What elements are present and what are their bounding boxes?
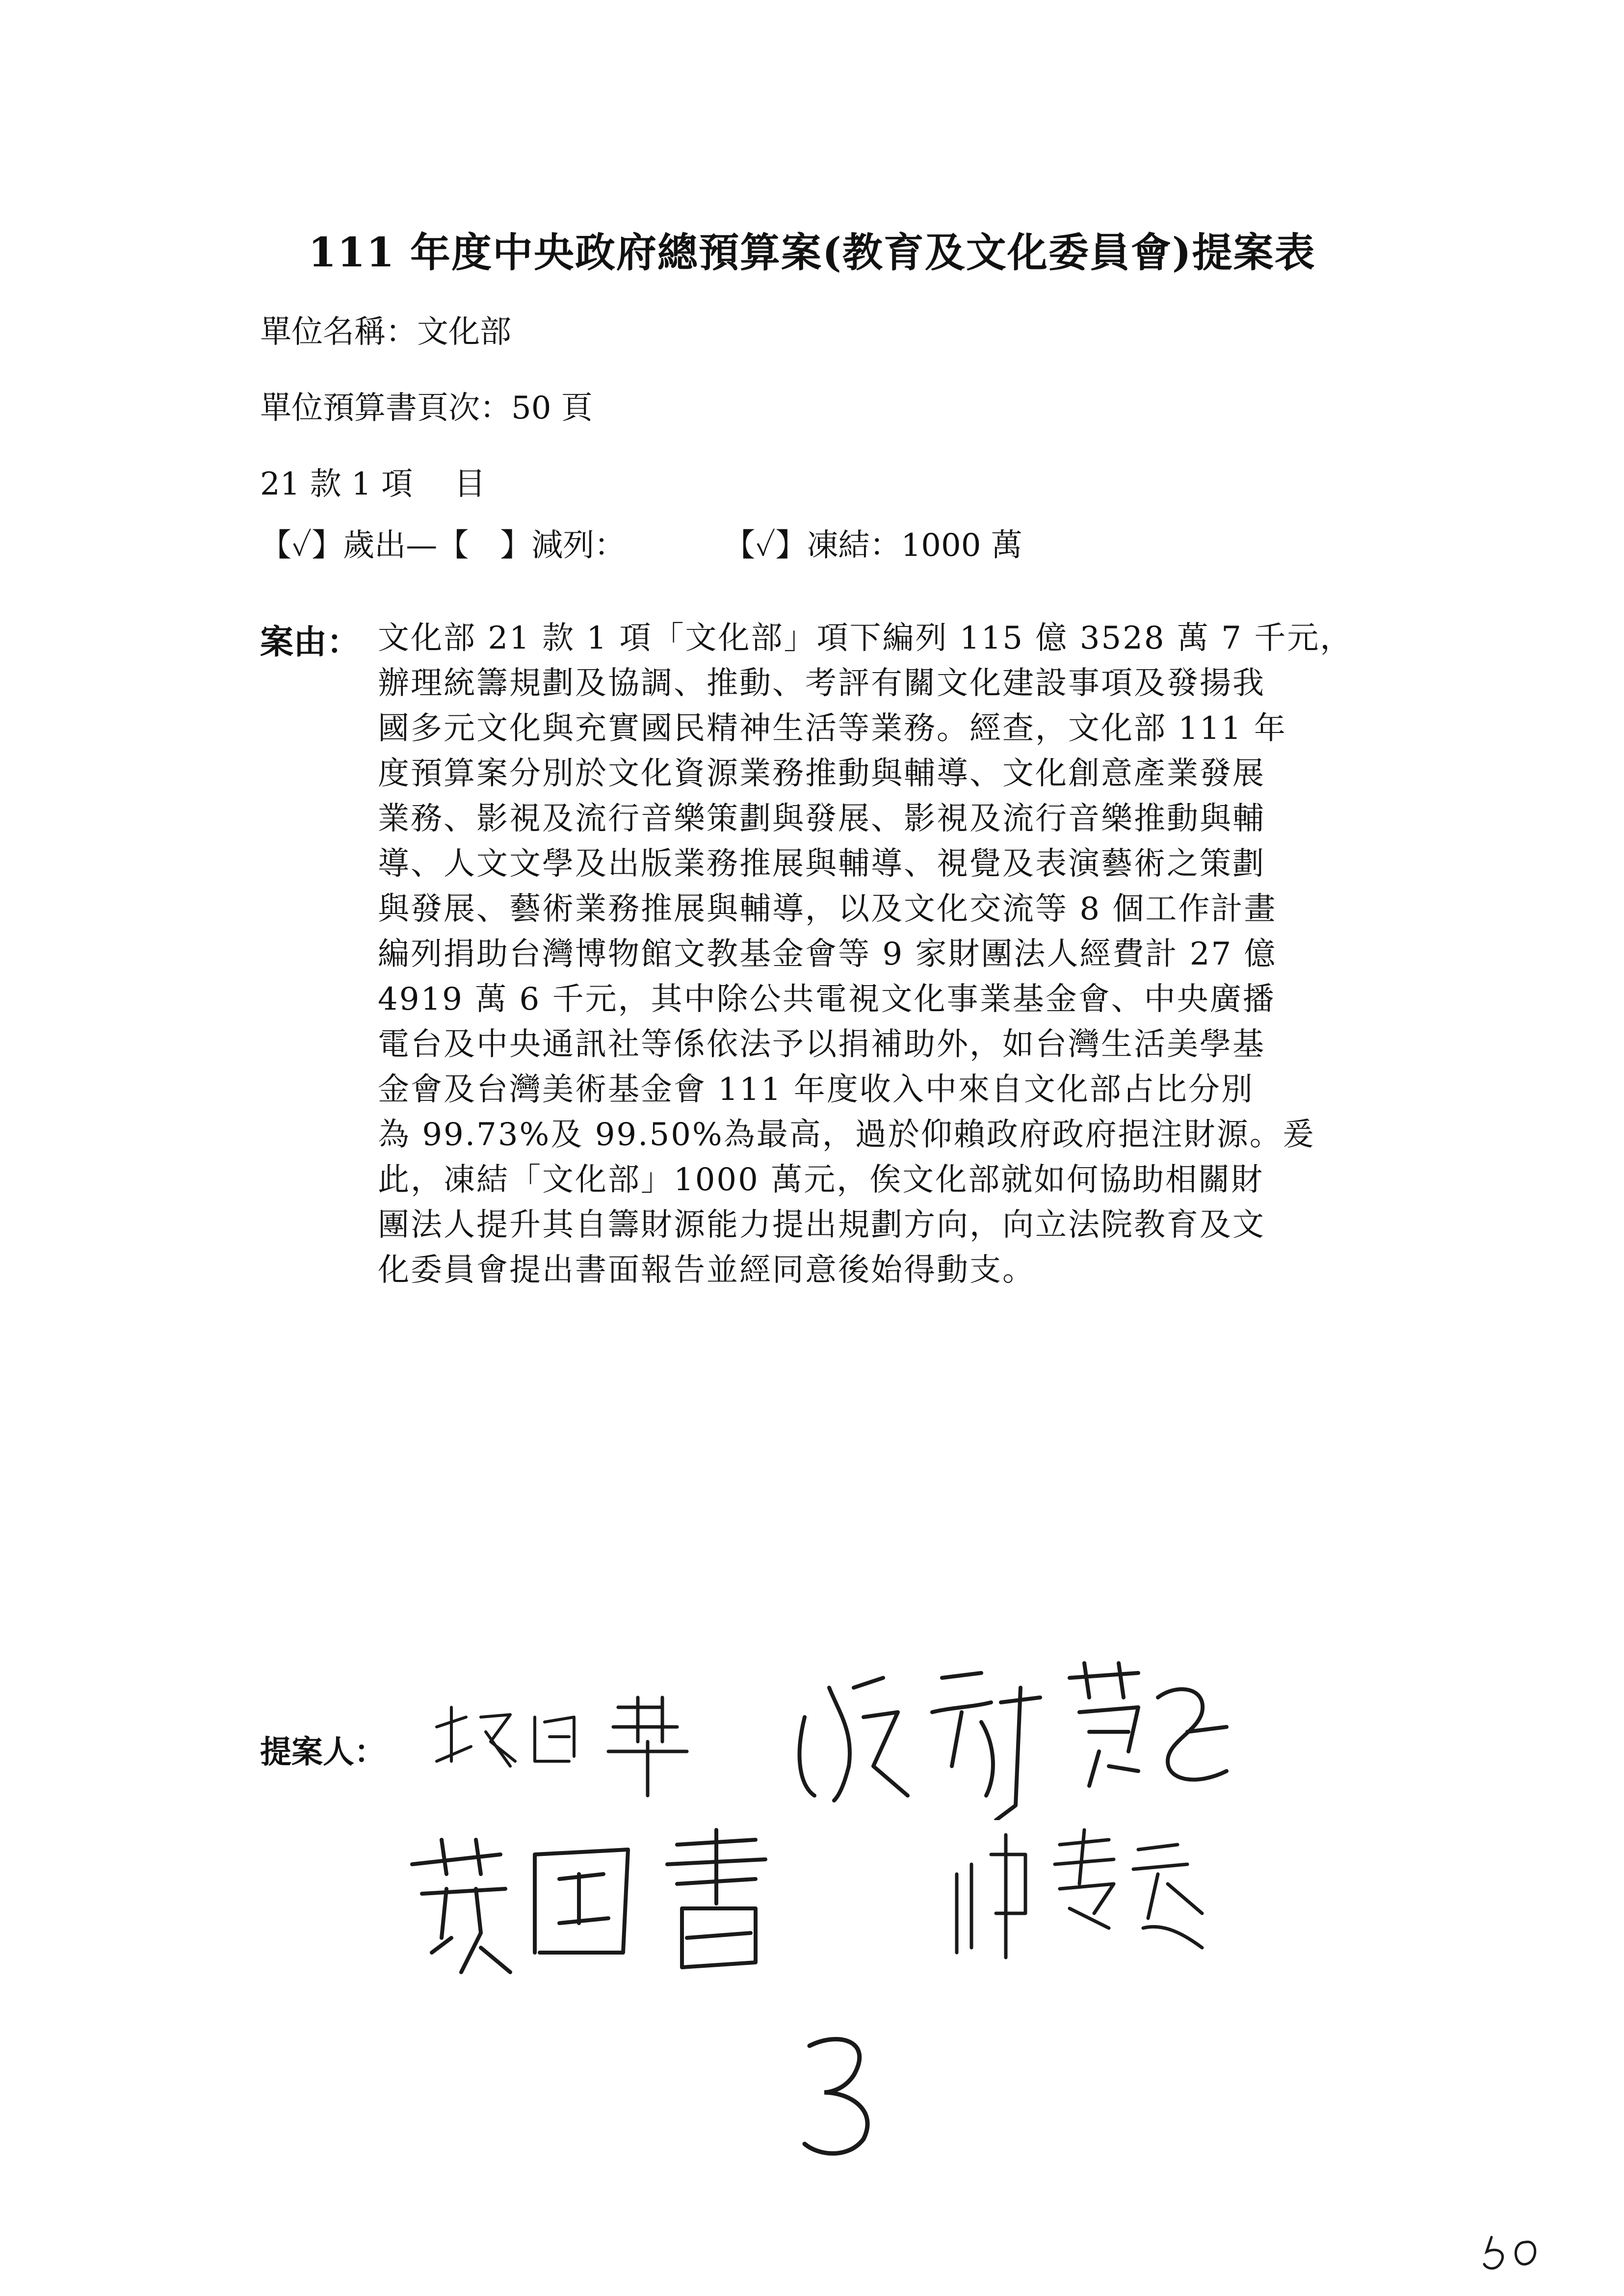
budget-page-number: 單位預算書頁次：50 頁	[260, 390, 593, 426]
handwritten-signature-1	[432, 1688, 707, 1800]
handwritten-signature-4	[947, 1825, 1222, 1962]
handwritten-signature-3	[402, 1825, 795, 1982]
unit-name: 單位名稱：文化部	[260, 314, 511, 350]
handwritten-corner-page-number	[1482, 2227, 1550, 2276]
reason-line: 為 99.73%及 99.50%為最高，過於仰賴政府政府挹注財源。爰	[378, 1117, 1315, 1153]
reason-line: 辦理統籌規劃及協調、推動、考評有關文化建設事項及發揚我	[378, 665, 1265, 702]
proposer-label: 提案人：	[260, 1734, 386, 1771]
expense-label: 歲出—	[343, 527, 438, 564]
options-row	[260, 520, 1022, 565]
reason-line: 團法人提升其自籌財源能力提出規劃方向，向立法院教育及文	[378, 1207, 1265, 1243]
reason-line: 度預算案分別於文化資源業務推動與輔導、文化創意產業發展	[378, 756, 1265, 792]
handwritten-signature-2	[785, 1658, 1256, 1820]
freeze-label: 凍結：1000 萬	[807, 527, 1022, 564]
reason-line: 與發展、藝術業務推展與輔導，以及文化交流等 8 個工作計畫	[378, 891, 1277, 927]
reason-line: 4919 萬 6 千元，其中除公共電視文化事業基金會、中央廣播	[378, 981, 1276, 1018]
reason-line: 化委員會提出書面報告並經同意後始得動支。	[378, 1252, 1035, 1288]
reduce-label: 減列：	[531, 527, 626, 564]
reason-label: 案由：	[260, 623, 361, 662]
expense-checkbox: 【✓】	[260, 527, 343, 564]
document-title: 111 年度中央政府總預算案(教育及文化委員會)提案表	[308, 229, 1316, 276]
reduce-checkbox: 【 】	[437, 527, 532, 564]
reason-line: 編列捐助台灣博物館文教基金會等 9 家財團法人經費計 27 億	[378, 936, 1277, 972]
reason-line: 此，凍結「文化部」1000 萬元，俟文化部就如何協助相關財	[378, 1162, 1264, 1198]
handwritten-number-three	[795, 2031, 883, 2159]
reason-line: 文化部 21 款 1 項「文化部」項下編列 115 億 3528 萬 7 千元，	[378, 620, 1353, 656]
reason-line: 國多元文化與充實國民精神生活等業務。經查，文化部 111 年	[378, 710, 1287, 747]
reason-line: 導、人文文學及出版業務推展與輔導、視覺及表演藝術之策劃	[378, 846, 1265, 882]
reason-text	[378, 616, 1398, 1293]
budget-item: 21 款 1 項 目	[260, 466, 486, 502]
reason-line: 電台及中央通訊社等係依法予以捐補助外，如台灣生活美學基	[378, 1026, 1265, 1063]
reason-line: 業務、影視及流行音樂策劃與發展、影視及流行音樂推動與輔	[378, 801, 1265, 837]
reason-line: 金會及台灣美術基金會 111 年度收入中來自文化部占比分別	[378, 1071, 1254, 1108]
freeze-checkbox: 【✓】	[724, 527, 807, 564]
